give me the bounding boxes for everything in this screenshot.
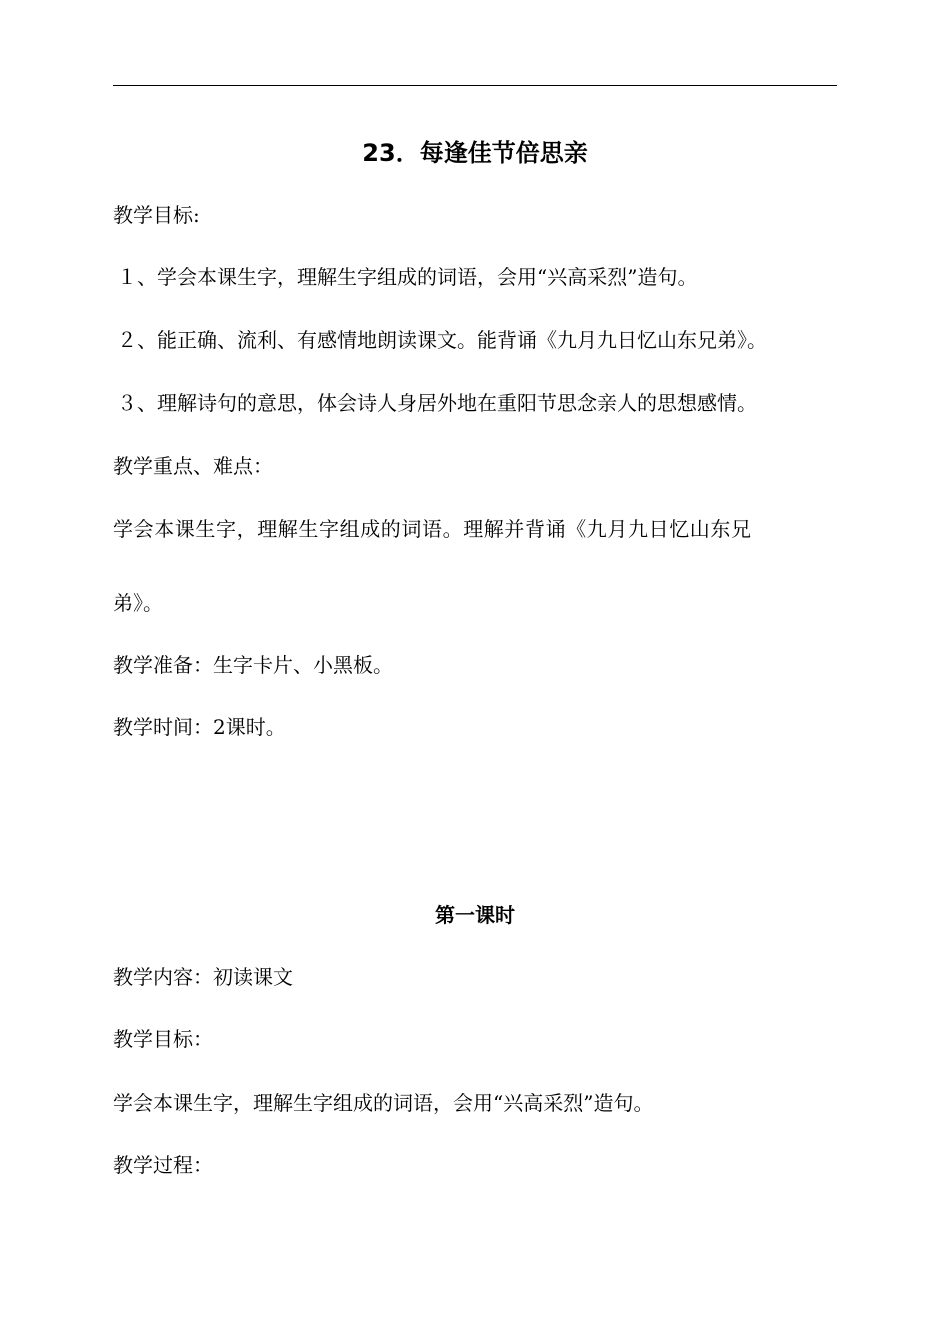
key-points-line-1: 学会本课生字，理解生字组成的词语。理解并背诵《九月九日忆山东兄	[113, 517, 752, 541]
lesson-1-content: 教学内容：初读课文	[113, 965, 293, 989]
key-points-line-2: 弟》。	[113, 591, 163, 615]
preparation: 教学准备：生字卡片、小黑板。	[113, 653, 393, 677]
key-points-heading: 教学重点、难点：	[113, 454, 273, 478]
objective-item-3: ３、理解诗句的意思，体会诗人身居外地在重阳节思念亲人的思想感情。	[117, 391, 757, 415]
objective-item-1: １、学会本课生字，理解生字组成的词语，会用“兴高采烈”造句。	[117, 265, 698, 289]
objectives-heading: 教学目标:	[113, 203, 200, 227]
header-rule	[113, 85, 837, 86]
lesson-1-heading: 第一课时	[435, 903, 515, 927]
teaching-time: 教学时间：2课时。	[113, 715, 286, 739]
lesson-1-objective: 学会本课生字，理解生字组成的词语，会用“兴高采烈”造句。	[113, 1091, 654, 1115]
document-title: 23．每逢佳节倍思亲	[362, 139, 588, 167]
objective-item-2: ２、能正确、流利、有感情地朗读课文。能背诵《九月九日忆山东兄弟》。	[117, 328, 767, 352]
lesson-1-process-heading: 教学过程：	[113, 1153, 213, 1177]
lesson-1-objectives-heading: 教学目标：	[113, 1027, 213, 1051]
